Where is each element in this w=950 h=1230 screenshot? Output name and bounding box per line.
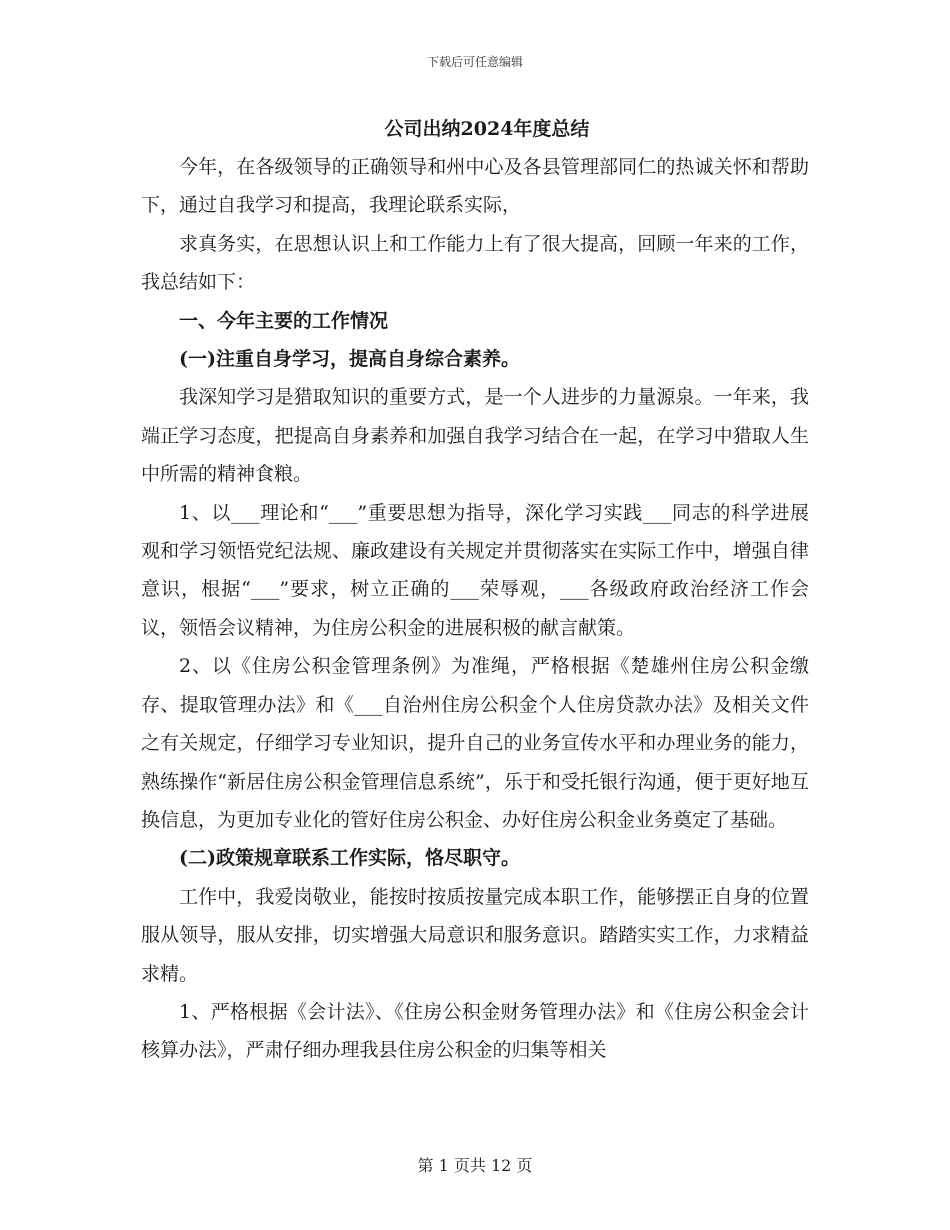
- document-body: [141, 110, 809, 1070]
- paragraph-study: 我深知学习是猎取知识的重要方式，是一个人进步的力量源泉。一年来，我端正学习态度，把提高自身素养和加强自我学习结合在一起，在学习中猎取人生中所需的精神食粮。: [141, 386, 809, 486]
- paragraph-work: 工作中，我爱岗敬业，能按时按质按量完成本职工作，能够摆正自身的位置服从领导，服从安排，切实增强大局意识和服务意识。踏踏实实工作，力求精益求精。: [141, 885, 809, 985]
- document-title: 公司出纳2024年度总结: [384, 118, 590, 140]
- page-number: 第 1 页共 12 页: [417, 1156, 533, 1175]
- paragraph-item-3: 1、严格根据《会计法》、《住房公积金财务管理办法》和《住房公积金会计核算办法》，严肃仔细办理我县住房公积金的归集等相关: [141, 1000, 809, 1062]
- paragraph-item-2: 2、以《住房公积金管理条例》为准绳，严格根据《楚雄州住房公积金缴存、提取管理办法》和《___自治州住房公积金个人住房贷款办法》及相关文件之有关规定，仔细学习专业知识，提升自己的业务宣传水平和办理业务的能力，熟练操作“新居住房公积金管理信息系统”，乐于和受托银行沟通，便于更好地互换信息，为更加专业化的管好住房公积金、办好住房公积金业务奠定了基础。: [141, 655, 809, 831]
- page-header-note: 下载后可任意编辑: [426, 55, 523, 69]
- subsection-heading-1: (一)注重自身学习，提高自身综合素养。: [179, 348, 520, 371]
- paragraph-intro-2: 求真务实，在思想认识上和工作能力上有了很大提高，回顾一年来的工作，我总结如下：: [141, 232, 809, 294]
- section-heading-1: 一、今年主要的工作情况: [179, 309, 389, 332]
- paragraph-intro-1: 今年，在各级领导的正确领导和州中心及各县管理部同仁的热诚关怀和帮助下，通过自我学习和提高，我理论联系实际，: [141, 156, 809, 217]
- paragraph-item-1: 1、以___理论和“___”重要思想为指导，深化学习实践___同志的科学进展观和学习领悟党纪法规、廉政建设有关规定并贯彻落实在实际工作中，增强自律意识，根据“___”要求，树立正确的___荣辱观，___各级政府政治经济工作会议，领悟会议精神，为住房公积金的进展积极的献言献策。: [141, 501, 809, 639]
- subsection-heading-2: (二)政策规章联系工作实际，恪尽职守。: [179, 847, 520, 870]
